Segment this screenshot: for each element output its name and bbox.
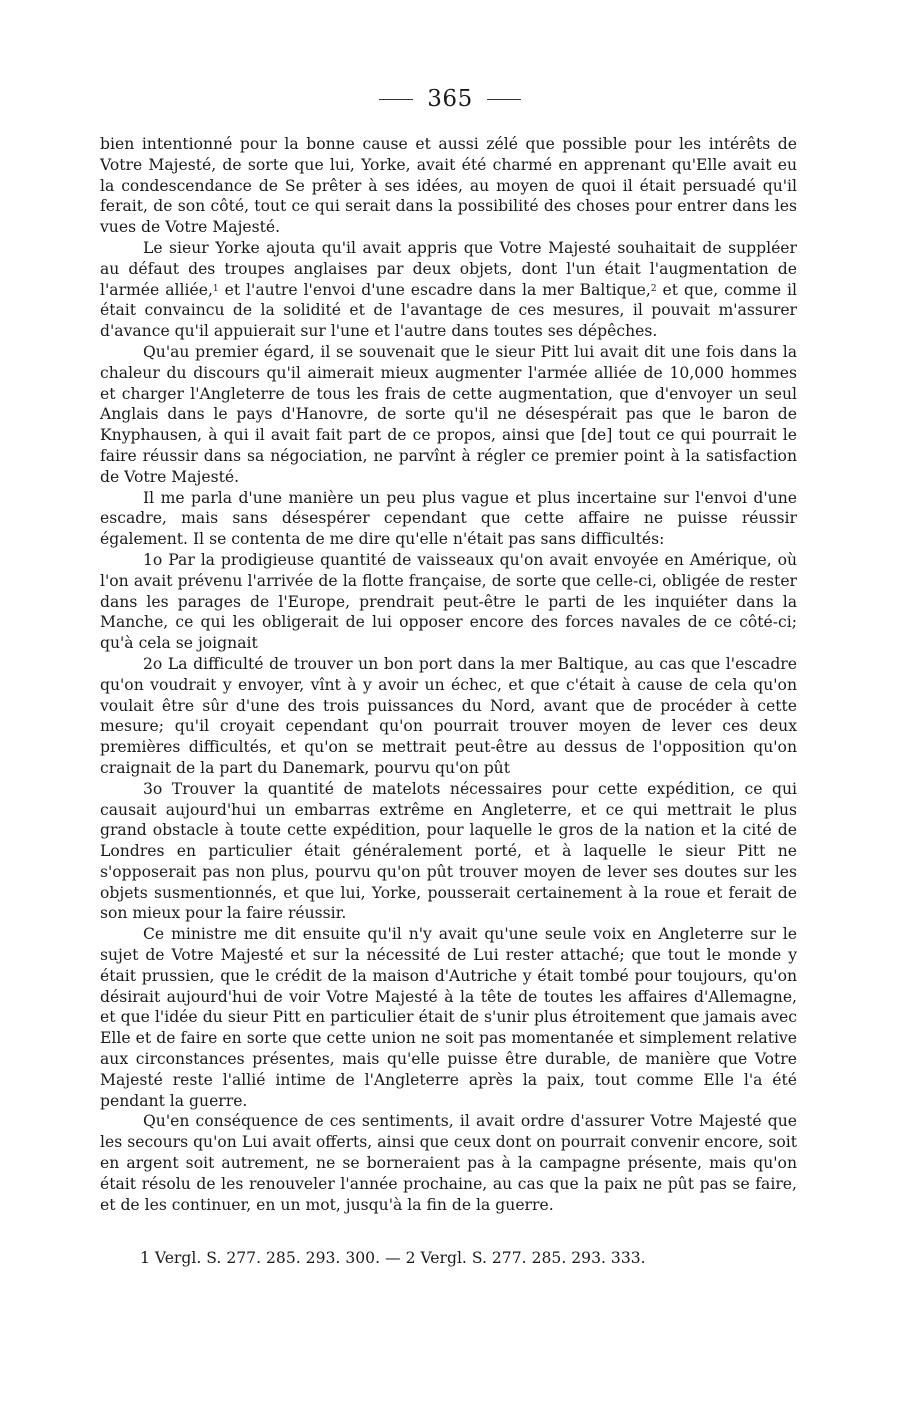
paragraph-2-part-c: et que, comme il était convaincu de la solidité et de l'avantage de ces mesures, il pouvait m'assurer d'avance qu'il appuierait sur l'une et l'autre dans toutes ses dépêches.: [100, 280, 797, 341]
list-item-1: 1o Par la prodigieuse quantité de vaisseaux qu'on avait envoyée en Amérique, où l'on avait prévenu l'arrivée de la flotte française, de sorte que celle-ci, obligée de rester dans les parages de l'Europe, prendrait peut-être le parti de les inquiéter dans la Manche, ce qui les obligerait de lui opposer encore des forces navales de ce côté-ci; qu'à cela se joignait: [100, 550, 797, 653]
paragraph-3: Qu'au premier égard, il se souvenait que le sieur Pitt lui avait dit une fois dans la chaleur du discours qu'il aimerait mieux augmenter l'armée alliée de 10,000 hommes et charger l'Angleterre de tous les frais de cette augmentation, que d'envoyer un seul Anglais dans le pays d'Hanovre, de sorte qu'il ne désespérait pas que le baron de Knyphausen, à qui il avait fait part de ce propos, ainsi que [de] tout ce qui pourrait le faire réussir dans sa négociation, ne parvînt à régler ce premier point à la satisfaction de Votre Majesté.: [100, 342, 797, 486]
paragraph-2-part-b: et l'autre l'envoi d'une escadre dans la mer Baltique,: [218, 280, 651, 299]
footnotes: 1 Vergl. S. 277. 285. 293. 300. — 2 Vergl. S. 277. 285. 293. 333.: [140, 1249, 646, 1267]
header-rule-left: [379, 99, 413, 100]
list-item-3: 3o Trouver la quantité de matelots nécessaires pour cette expédition, ce qui causait aujourd'hui un embarras extrême en Angleterre, et ce qui mettrait le plus grand obstacle à toute cette expédition, pour laquelle le gros de la nation et la cité de Londres en particulier était généralement porté, et à laquelle le sieur Pitt ne s'opposerait pas non plus, pourvu qu'on pût trouver moyen de lever ses doutes sur les objets susmentionnés, et que lui, Yorke, pousserait certainement à la roue et ferait de son mieux pour la faire réussir.: [100, 779, 797, 923]
header-rule-right: [487, 99, 521, 100]
footnote-ref-2: 2: [650, 283, 657, 294]
paragraph-2-part-a: Le sieur Yorke ajouta qu'il avait appris que Votre Majesté souhaitait de suppléer au défaut des troupes anglaises par deux objets, dont l'un était l'augmentation de l'armée alliée,: [100, 238, 797, 299]
page-header: [0, 86, 900, 112]
body-text: [100, 134, 797, 1215]
paragraph-8: Ce ministre me dit ensuite qu'il n'y avait qu'une seule voix en Angleterre sur le sujet de Votre Majesté et sur la nécessité de Lui rester attaché; que tout le monde y était prussien, que le crédit de la maison d'Autriche y était tombé pour toujours, qu'on désirait aujourd'hui de voir Votre Majesté à la tête de toutes les affaires d'Allemagne, et que l'idée du sieur Pitt en particulier était de s'unir plus étroitement que jamais avec Elle et de faire en sorte que cette union ne soit pas momentanée et simplement relative aux circonstances présentes, mais qu'elle puisse être durable, de manière que Votre Majesté reste l'allié intime de l'Angleterre après la paix, tout comme Elle l'a été pendant la guerre.: [100, 925, 797, 1110]
paragraph-2: [100, 238, 797, 342]
paragraph-1: bien intentionné pour la bonne cause et aussi zélé que possible pour les intérêts de Votre Majesté, de sorte que lui, Yorke, avait été charmé en apprenant qu'Elle avait eu la condescendance de Se prêter à ses idées, au moyen de quoi il était persuadé qu'il ferait, de son côté, tout ce qui serait dans la possibilité des choses pour entrer dans les vues de Votre Majesté.: [100, 135, 797, 237]
page-number: 365: [427, 86, 473, 112]
footnote-ref-1: 1: [212, 283, 219, 294]
list-item-2: 2o La difficulté de trouver un bon port dans la mer Baltique, au cas que l'escadre qu'on voudrait y envoyer, vînt à y avoir un échec, et que c'était à cause de cela qu'on voulait être sûr d'une des trois puissances du Nord, avant que de procéder à cette mesure; qu'il croyait cependant qu'on pourrait trouver moyen de lever ces deux premières difficultés, et qu'on se mettrait peut-être au dessus de l'opposition qu'on craignait de la part du Danemark, pourvu qu'on pût: [100, 654, 797, 777]
paragraph-4: Il me parla d'une manière un peu plus vague et plus incertaine sur l'envoi d'une escadre, mais sans désespérer cependant que cette affaire ne puisse réussir également. Il se contenta de me dire qu'elle n'était pas sans difficultés:: [100, 488, 797, 549]
paragraph-9: Qu'en conséquence de ces sentiments, il avait ordre d'assurer Votre Majesté que les secours qu'on Lui avait offerts, ainsi que ceux dont on pourrait convenir encore, soit en argent soit autrement, ne se borneraient pas à la campagne présente, mais qu'on était résolu de les renouveler l'année prochaine, au cas que la paix ne pût pas se faire, et de les continuer, en un mot, jusqu'à la fin de la guerre.: [100, 1112, 797, 1214]
